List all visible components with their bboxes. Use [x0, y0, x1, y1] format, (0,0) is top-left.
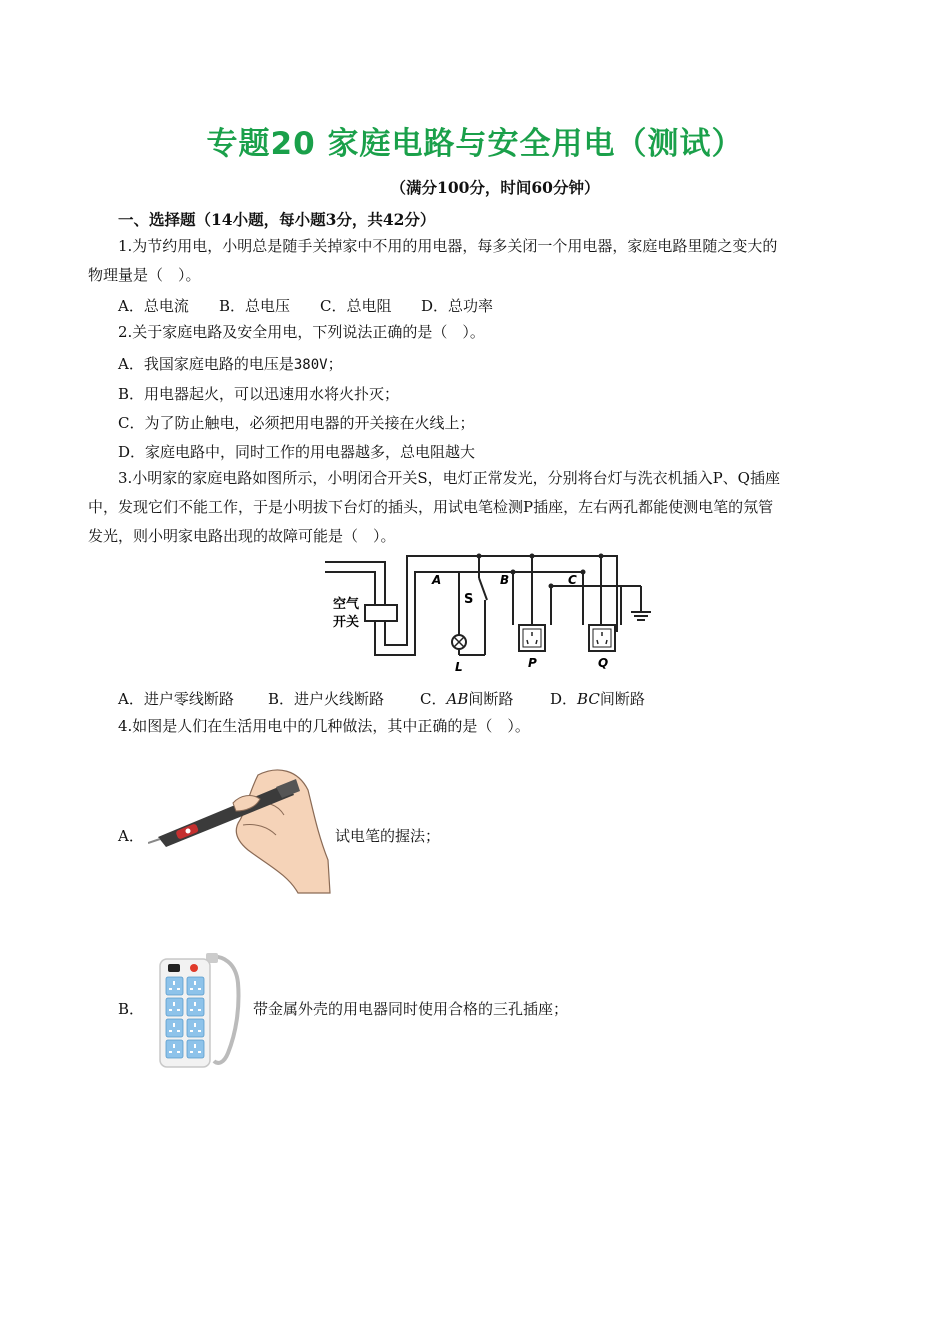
q3-stem-line2: 中，发现它们不能工作，于是小明拔下台灯的插头，用试电笔检测P插座，左右两孔都能使测电笔的氖管 — [88, 498, 774, 516]
node-c-label: C — [568, 573, 577, 587]
socket-q-label: Q — [598, 656, 609, 670]
q2-stem: 2.关于家庭电路及安全用电，下列说法正确的是（ ）。 — [118, 323, 485, 341]
q3-stem-line1: 3.小明家的家庭电路如图所示，小明闭合开关S，电灯正常发光，分别将台灯与洗衣机插入P、Q插座 — [118, 469, 780, 487]
node-b-label: B — [500, 573, 510, 587]
socket-q — [589, 625, 615, 651]
q3-option-d-text: 间断路 — [599, 690, 645, 708]
q1-option-b: B．总电压 — [219, 297, 291, 315]
circuit-diagram — [325, 550, 665, 675]
lamp-symbol — [452, 635, 466, 649]
q1-stem-line2: 物理量是（ ）。 — [88, 266, 201, 284]
section-heading: 一、选择题（14小题，每小题3分，共42分） — [118, 210, 436, 229]
test-pen-grip-image — [148, 765, 333, 895]
q2-option-a-value: 380V — [293, 357, 328, 373]
q2-option-a-text: A．我国家庭电路的电压是 — [118, 355, 294, 373]
q3-option-c-segment: AB — [446, 690, 469, 708]
q3-option-a: A．进户零线断路 — [118, 690, 234, 708]
socket-p-label: P — [528, 656, 537, 670]
q3-option-c-text: 间断路 — [468, 690, 514, 708]
q3-option-c-letter: C． — [420, 690, 447, 708]
breaker-label-2: 开关 — [333, 615, 360, 630]
q3-option-d-segment: BC — [577, 690, 600, 708]
q2-option-c: C．为了防止触电，必须把用电器的开关接在火线上； — [118, 414, 475, 432]
q2-option-a — [118, 353, 343, 374]
q2-option-a-end: ； — [327, 355, 343, 373]
q1-option-a: A．总电流 — [118, 297, 189, 315]
q4-option-b-text: 带金属外壳的用电器同时使用合格的三孔插座； — [253, 1000, 569, 1018]
socket-p — [519, 625, 545, 651]
q4-option-b-label: B． — [118, 1000, 145, 1018]
power-strip-image — [158, 953, 253, 1073]
node-a-label: A — [432, 573, 442, 587]
switch-s-label: S — [464, 592, 474, 607]
q3-option-d-letter: D． — [550, 690, 578, 708]
q3-stem-line3: 发光，则小明家电路出现的故障可能是（ ）。 — [88, 527, 396, 545]
lamp-l-label: L — [455, 660, 463, 674]
page-title: 专题20 家庭电路与安全用电（测试） — [206, 126, 744, 162]
page-subtitle: （满分100分，时间60分钟） — [390, 178, 600, 197]
q3-option-b: B．进户火线断路 — [268, 690, 385, 708]
q3-option-c — [420, 688, 513, 709]
q2-option-d: D．家庭电路中，同时工作的用电器越多，总电阻越大 — [118, 443, 476, 461]
q1-option-d: D．总功率 — [421, 297, 494, 315]
q4-option-a-text: 试电笔的握法； — [335, 827, 441, 845]
q1-stem-line1: 1.为节约用电，小明总是随手关掉家中不用的用电器，每多关闭一个用电器，家庭电路里随之变大的 — [118, 237, 778, 255]
q3-option-d — [550, 688, 645, 709]
breaker-label-1: 空气 — [333, 597, 360, 612]
q1-option-c: C．总电阻 — [320, 297, 392, 315]
q2-option-b: B．用电器起火，可以迅速用水将火扑灭； — [118, 385, 400, 403]
q4-option-a-label: A． — [118, 827, 144, 845]
q4-stem: 4.如图是人们在生活用电中的几种做法，其中正确的是（ ）。 — [118, 717, 530, 735]
